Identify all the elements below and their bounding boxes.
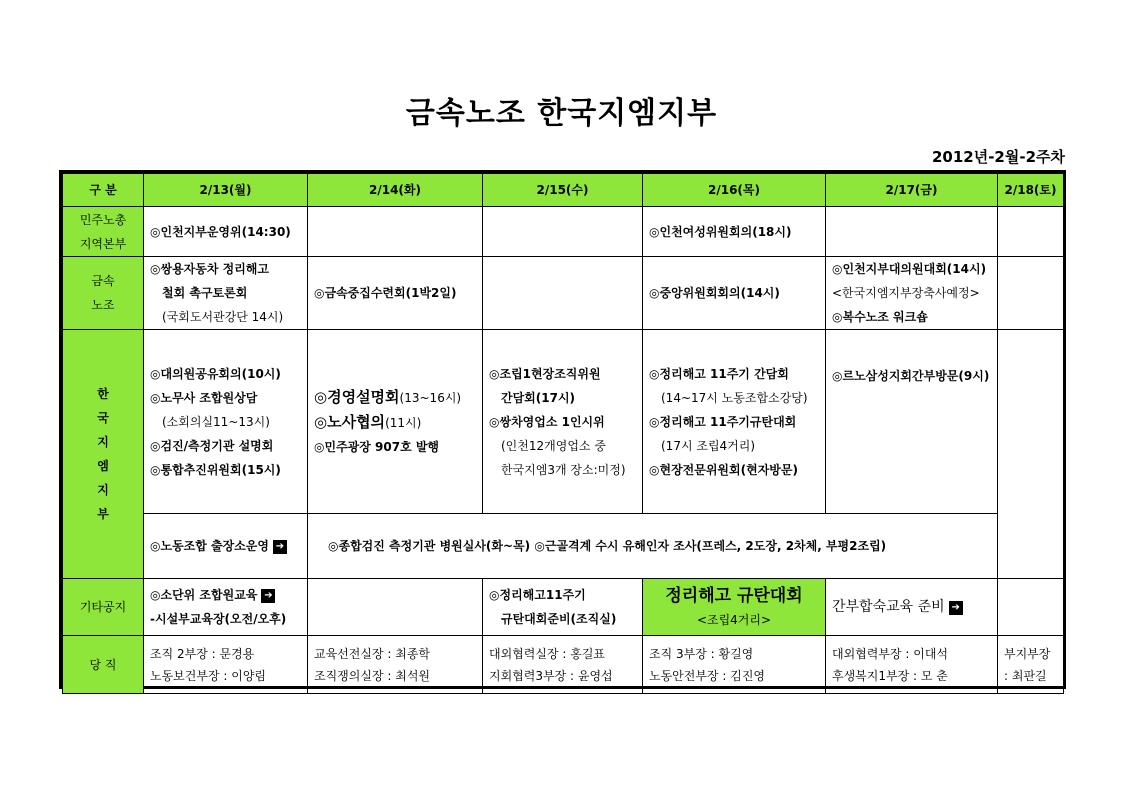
union-tue: ◎금속중집수련회(1박2일) [308, 257, 483, 330]
union-fri: ◎인천지부대의원대회(14시) <한국지엠지부장축사예정> ◎복수노조 워크숍 [826, 257, 998, 330]
union-thu: ◎중앙위원회회의(14시) [643, 257, 826, 330]
header-tue: 2/14(화) [308, 174, 483, 207]
arrow-right-icon: ➔ [949, 601, 963, 615]
label-duty: 당 직 [63, 636, 144, 694]
duty-sat: 부지부장 : 최판길 [998, 636, 1064, 694]
label-union: 금속 노조 [63, 257, 144, 330]
duty-mon: 조직 2부장 : 문경용 노동보건부장 : 이양림 [144, 636, 308, 694]
region-thu: ◎인천여성위원회의(18시) [643, 207, 826, 257]
header-sat: 2/18(토) [998, 174, 1064, 207]
page-title: 금속노조 한국지엠지부 [405, 96, 718, 131]
arrow-right-icon: ➔ [273, 540, 287, 554]
gm-wed: ◎조립1현장조직위원 간담회(17시) ◎쌍차영업소 1인시위 (인천12개영업소 중 한국지엠3개 장소:미정) [483, 330, 643, 514]
region-wed [483, 207, 643, 257]
etc-tue [308, 579, 483, 636]
duty-tue: 교육선전실장 : 최종학 조직쟁의실장 : 최석원 [308, 636, 483, 694]
gm-sat [998, 330, 1064, 579]
gm-fri: ◎르노삼성지회간부방문(9시) [826, 330, 998, 514]
region-sat [998, 207, 1064, 257]
etc-fri: 간부합숙교육 준비 ➔ [826, 579, 998, 636]
region-fri [826, 207, 998, 257]
header-fri: 2/17(금) [826, 174, 998, 207]
row-duty [63, 636, 1064, 694]
etc-thu: 정리해고 규탄대회 <조립4거리> [643, 579, 826, 636]
row-etc [63, 579, 1064, 636]
label-region: 민주노총 지역본부 [63, 207, 144, 257]
gm-mon: ◎대의원공유회의(10시) ◎노무사 조합원상담 (소회의실11~13시) ◎검진/측정기관 설명회 ◎통합추진위원회(15시) [144, 330, 308, 514]
header-category: 구 분 [63, 174, 144, 207]
week-label: 2012년-2월-2주차 [931, 148, 1065, 166]
region-tue [308, 207, 483, 257]
row-gm-ongoing [63, 514, 1064, 579]
row-union [63, 257, 1064, 330]
header-mon: 2/13(월) [144, 174, 308, 207]
gm-thu: ◎정리해고 11주기 간담회 (14~17시 노동조합소강당) ◎정리해고 11주기규탄대회 (17시 조립4거리) ◎현장전문위원회(현자방문) [643, 330, 826, 514]
gm-ongoing-rest: ◎종합검진 측정기관 병원실사(화~목) ◎근골격계 수시 유해인자 조사(프레스, 2도장, 2차체, 부평2조립) [308, 514, 998, 579]
duty-wed: 대외협력실장 : 홍길표 지회협력3부장 : 윤영섭 [483, 636, 643, 694]
etc-wed: ◎정리해고11주기 규탄대회준비(조직실) [483, 579, 643, 636]
row-region [63, 207, 1064, 257]
schedule-table [59, 170, 1066, 689]
row-gm [63, 330, 1064, 514]
header-thu: 2/16(목) [643, 174, 826, 207]
duty-thu: 조직 3부장 : 황길영 노동안전부장 : 김진영 [643, 636, 826, 694]
union-mon: ◎쌍용자동차 정리해고 철회 촉구토론회 (국회도서관강단 14시) [144, 257, 308, 330]
gm-tue: ◎경영설명회(13~16시) ◎노사협의(11시) ◎민주광장 907호 발행 [308, 330, 483, 514]
region-mon: ◎인천지부운영위(14:30) [144, 207, 308, 257]
label-gm: 한 국 지 엠 지 부 [63, 330, 144, 579]
arrow-right-icon: ➔ [261, 589, 275, 603]
union-sat [998, 257, 1064, 330]
label-etc: 기타공지 [63, 579, 144, 636]
header-wed: 2/15(수) [483, 174, 643, 207]
etc-sat [998, 579, 1064, 636]
header-row [63, 174, 1064, 207]
gm-ongoing-mon: ◎노동조합 출장소운영 ➔ [144, 514, 308, 579]
etc-mon: ◎소단위 조합원교육 ➔ -시설부교육장(오전/오후) [144, 579, 308, 636]
duty-fri: 대외협력부장 : 이대석 후생복지1부장 : 모 춘 [826, 636, 998, 694]
union-wed [483, 257, 643, 330]
